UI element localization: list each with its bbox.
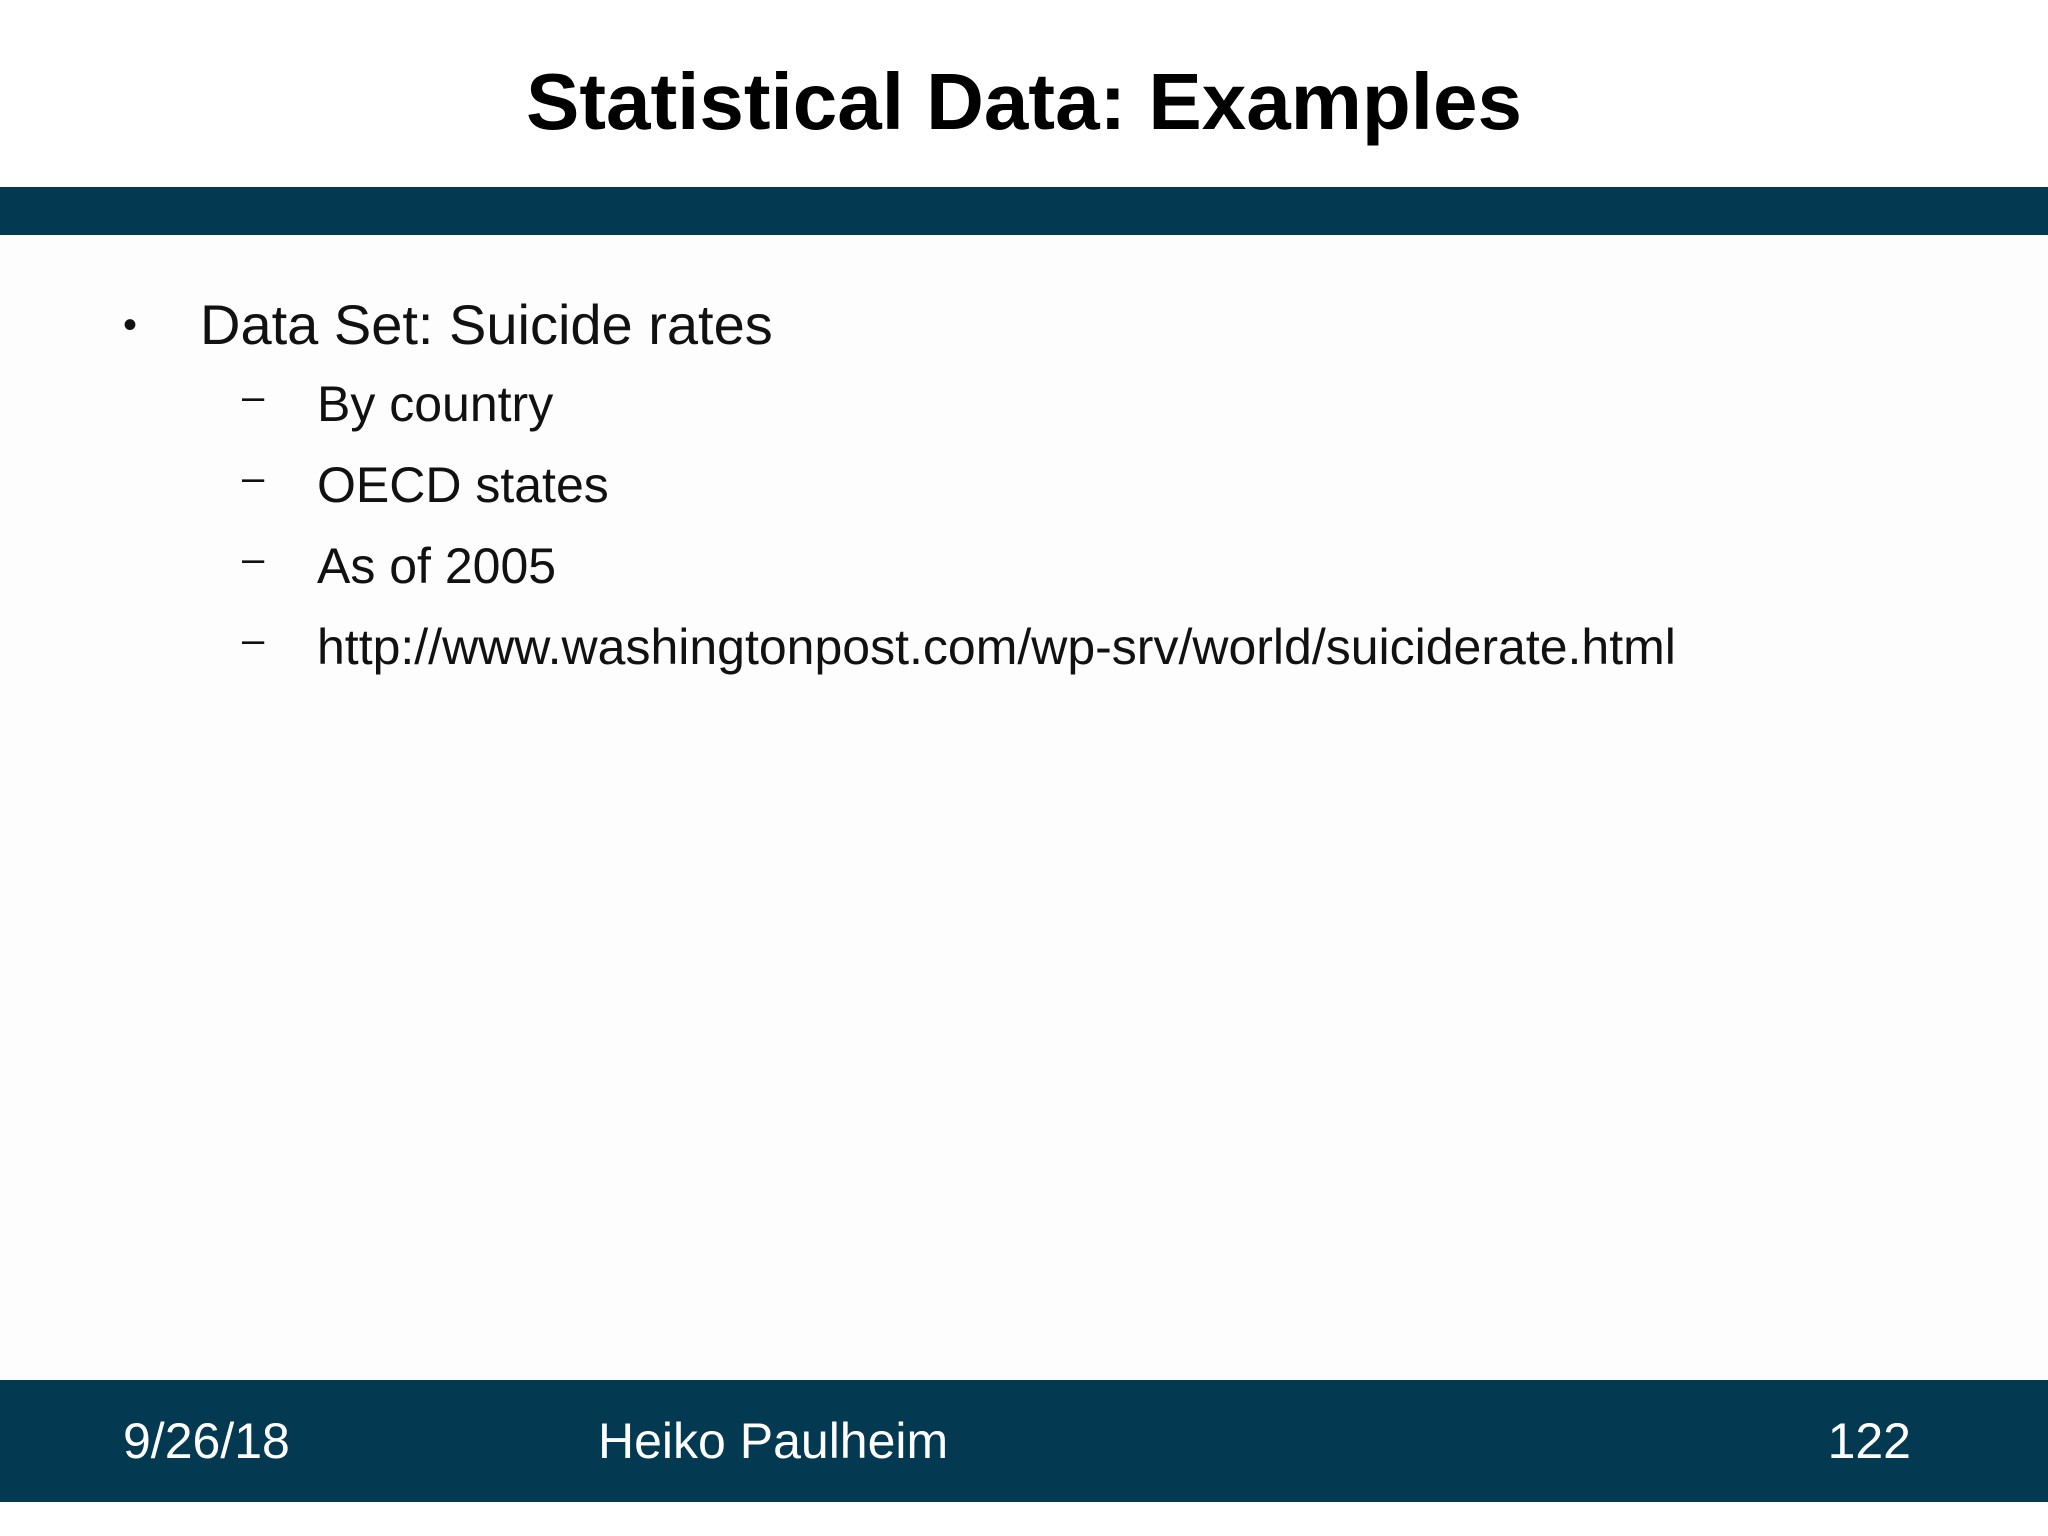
sub-item-by-country xyxy=(0,368,2048,440)
footer-band xyxy=(0,1380,2048,1502)
sub-item-text: OECD states xyxy=(317,457,609,513)
dash-icon: – xyxy=(242,375,265,419)
page-number: 122 xyxy=(1827,1413,1911,1469)
sub-item-as-of-2005 xyxy=(0,530,2048,602)
sub-item-text: By country xyxy=(317,376,554,432)
slide-title: Statistical Data: Examples xyxy=(526,57,1522,146)
dash-icon: – xyxy=(242,456,265,500)
footer-date: 9/26/18 xyxy=(123,1413,290,1469)
bullet-text: Data Set: Suicide rates xyxy=(200,293,773,356)
slide-content xyxy=(0,235,2048,1380)
bottom-strip xyxy=(0,1502,2048,1536)
sub-item-source-url xyxy=(0,611,2048,683)
bullet-dot-icon: • xyxy=(123,303,138,347)
footer-author: Heiko Paulheim xyxy=(598,1413,949,1469)
dash-icon: – xyxy=(242,618,265,662)
dash-icon: – xyxy=(242,537,265,581)
header-band xyxy=(0,187,2048,235)
bullet-item-dataset xyxy=(0,285,2048,365)
sub-item-text: As of 2005 xyxy=(317,538,557,594)
source-url-link[interactable]: http://www.washingtonpost.com/wp-srv/world/suiciderate.html xyxy=(317,619,1676,675)
sub-item-oecd-states xyxy=(0,449,2048,521)
